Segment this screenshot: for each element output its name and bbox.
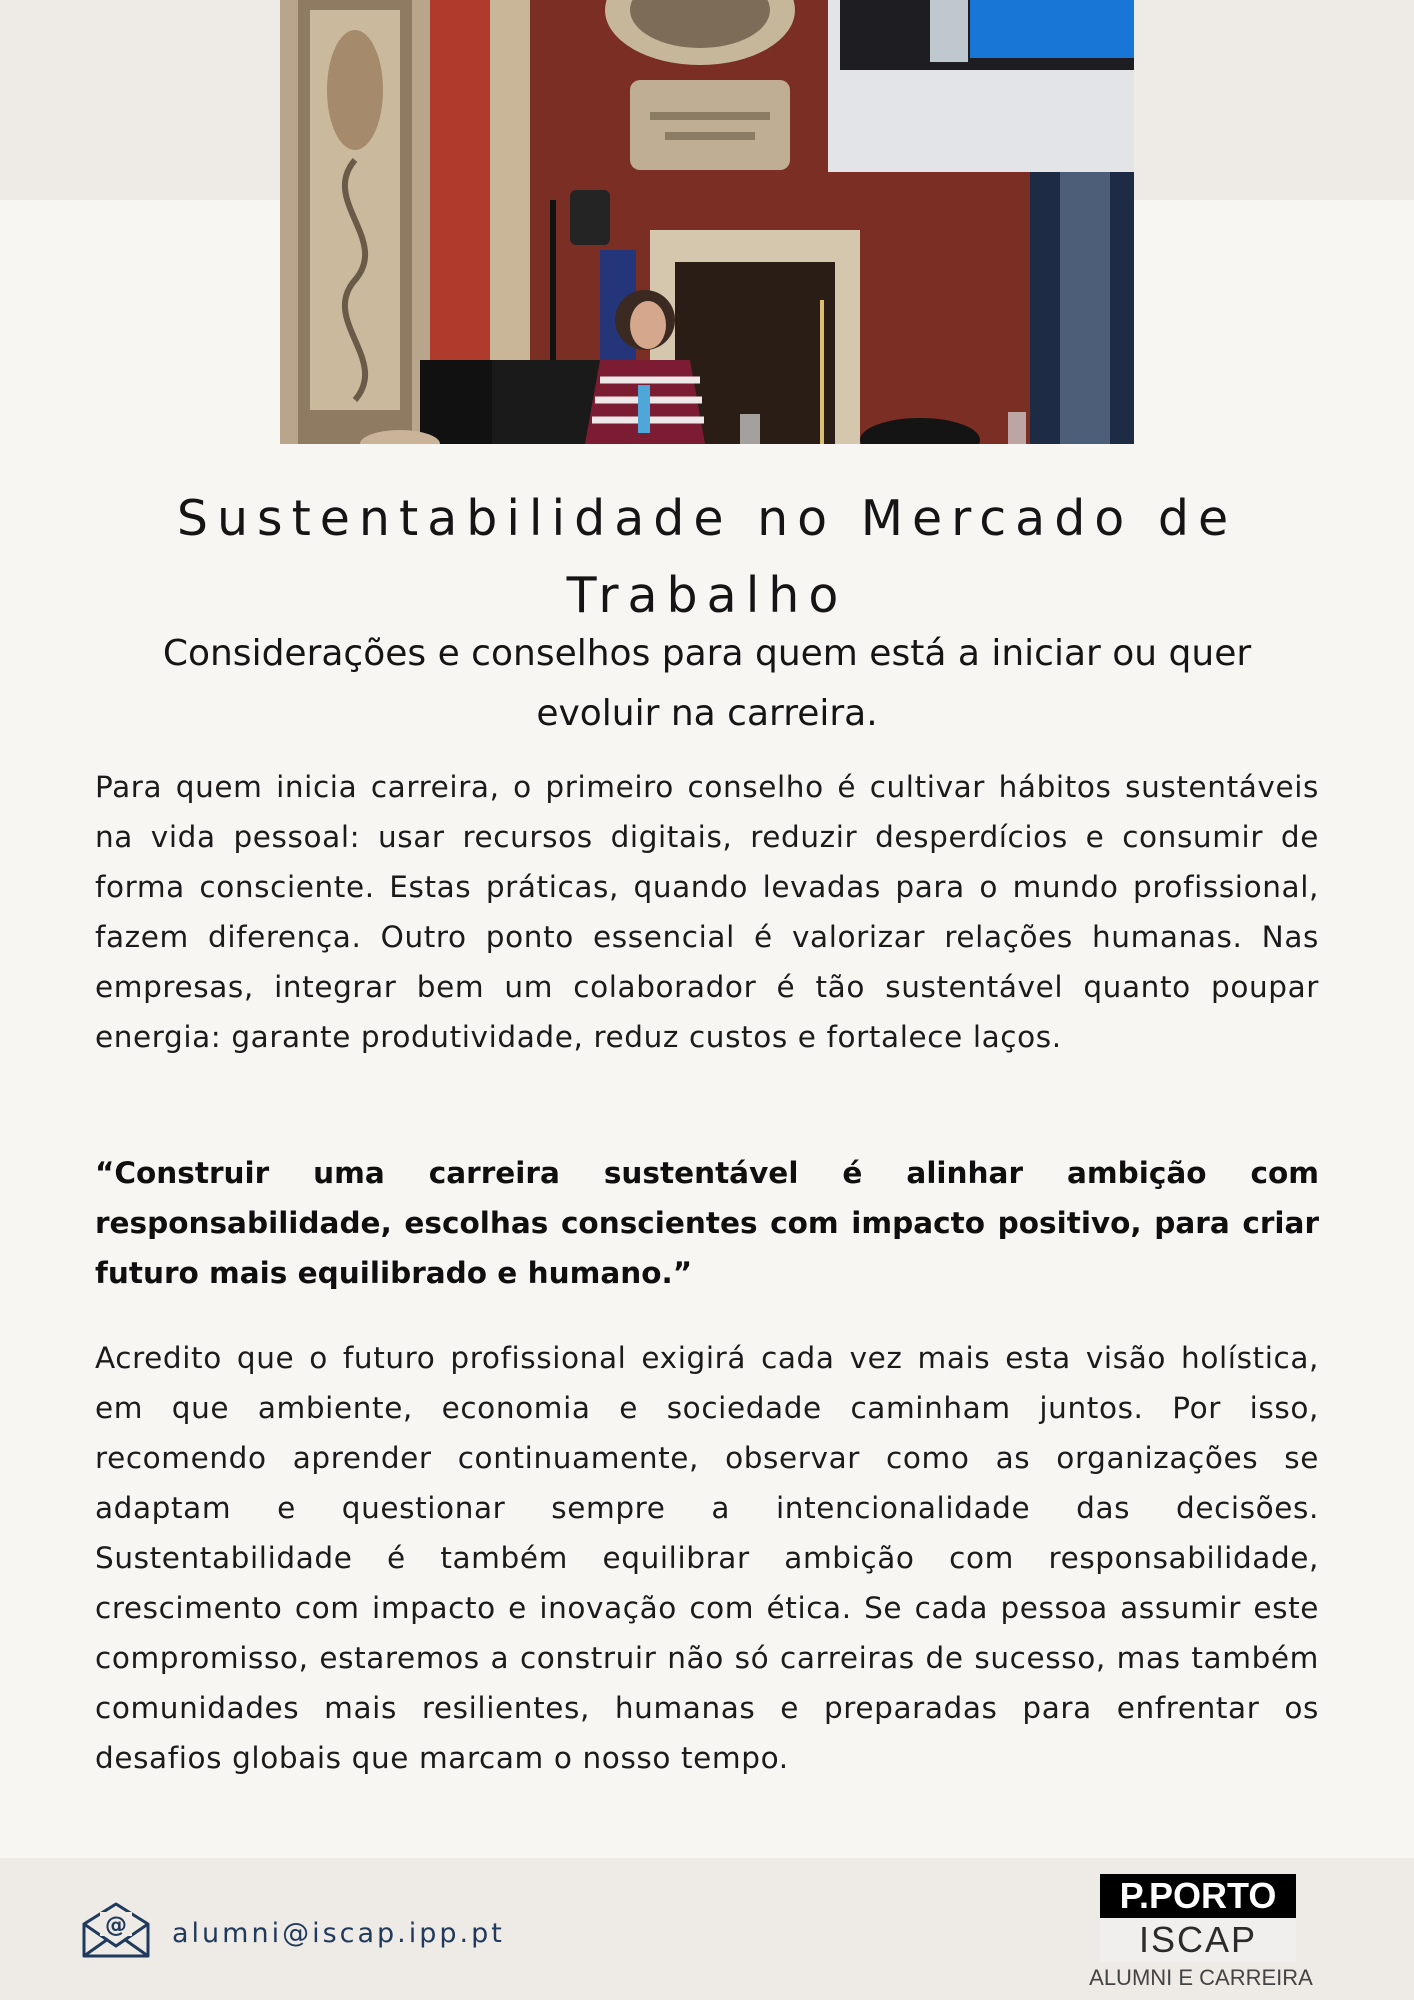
pporto-iscap-logo [1084, 1874, 1318, 1992]
svg-text:@: @ [105, 1913, 127, 1938]
logo-line-pporto: P.PORTO [1100, 1874, 1296, 1918]
contact-email[interactable]: alumni@iscap.ipp.pt [172, 1918, 505, 1949]
pull-quote: “Construir uma carreira sustentável é alinhar ambição com responsabilidade, escolhas conscientes com impacto positivo, para criar futuro mais equilibrado e humano.” [95, 1156, 1319, 1290]
paragraph-closing: Acredito que o futuro profissional exigirá cada vez mais esta visão holística, em que ambiente, economia e sociedade caminham juntos. Por isso, recomendo aprender continuamente, observar como as organizações se adaptam e questionar sempre a intencionalidade das decisões. Sustentabilidade é também equilibrar ambição com responsabilidade, crescimento com impacto e inovação com ética. Se cada pessoa assumir este compromisso, estaremos a construir não só carreiras de sucesso, mas também comunidades mais resilientes, humanas e preparadas para enfrentar os desafios globais que marcam o nosso tempo. [95, 1341, 1319, 1775]
email-envelope-icon [80, 1902, 152, 1958]
paragraph-intro: Para quem inicia carreira, o primeiro conselho é cultivar hábitos sustentáveis na vida pessoal: usar recursos digitais, reduzir desperdícios e consumir de forma consciente. Estas práticas, quando levadas para o mundo profissional, fazem diferença. Outro ponto essencial é valorizar relações humanas. Nas empresas, integrar bem um colaborador é tão sustentável quanto poupar energia: garante produtividade, reduz custos e fortalece laços. [95, 770, 1319, 1054]
page-title: Sustentabilidade no Mercado de Trabalho [176, 490, 1238, 624]
logo-line-iscap: ISCAP [1100, 1918, 1296, 1962]
event-photo [280, 0, 1134, 444]
page-subtitle: Considerações e conselhos para quem está a iniciar ou quer evoluir na carreira. [162, 633, 1252, 734]
logo-line-alumni: ALUMNI E CARREIRA [1089, 1965, 1313, 1990]
